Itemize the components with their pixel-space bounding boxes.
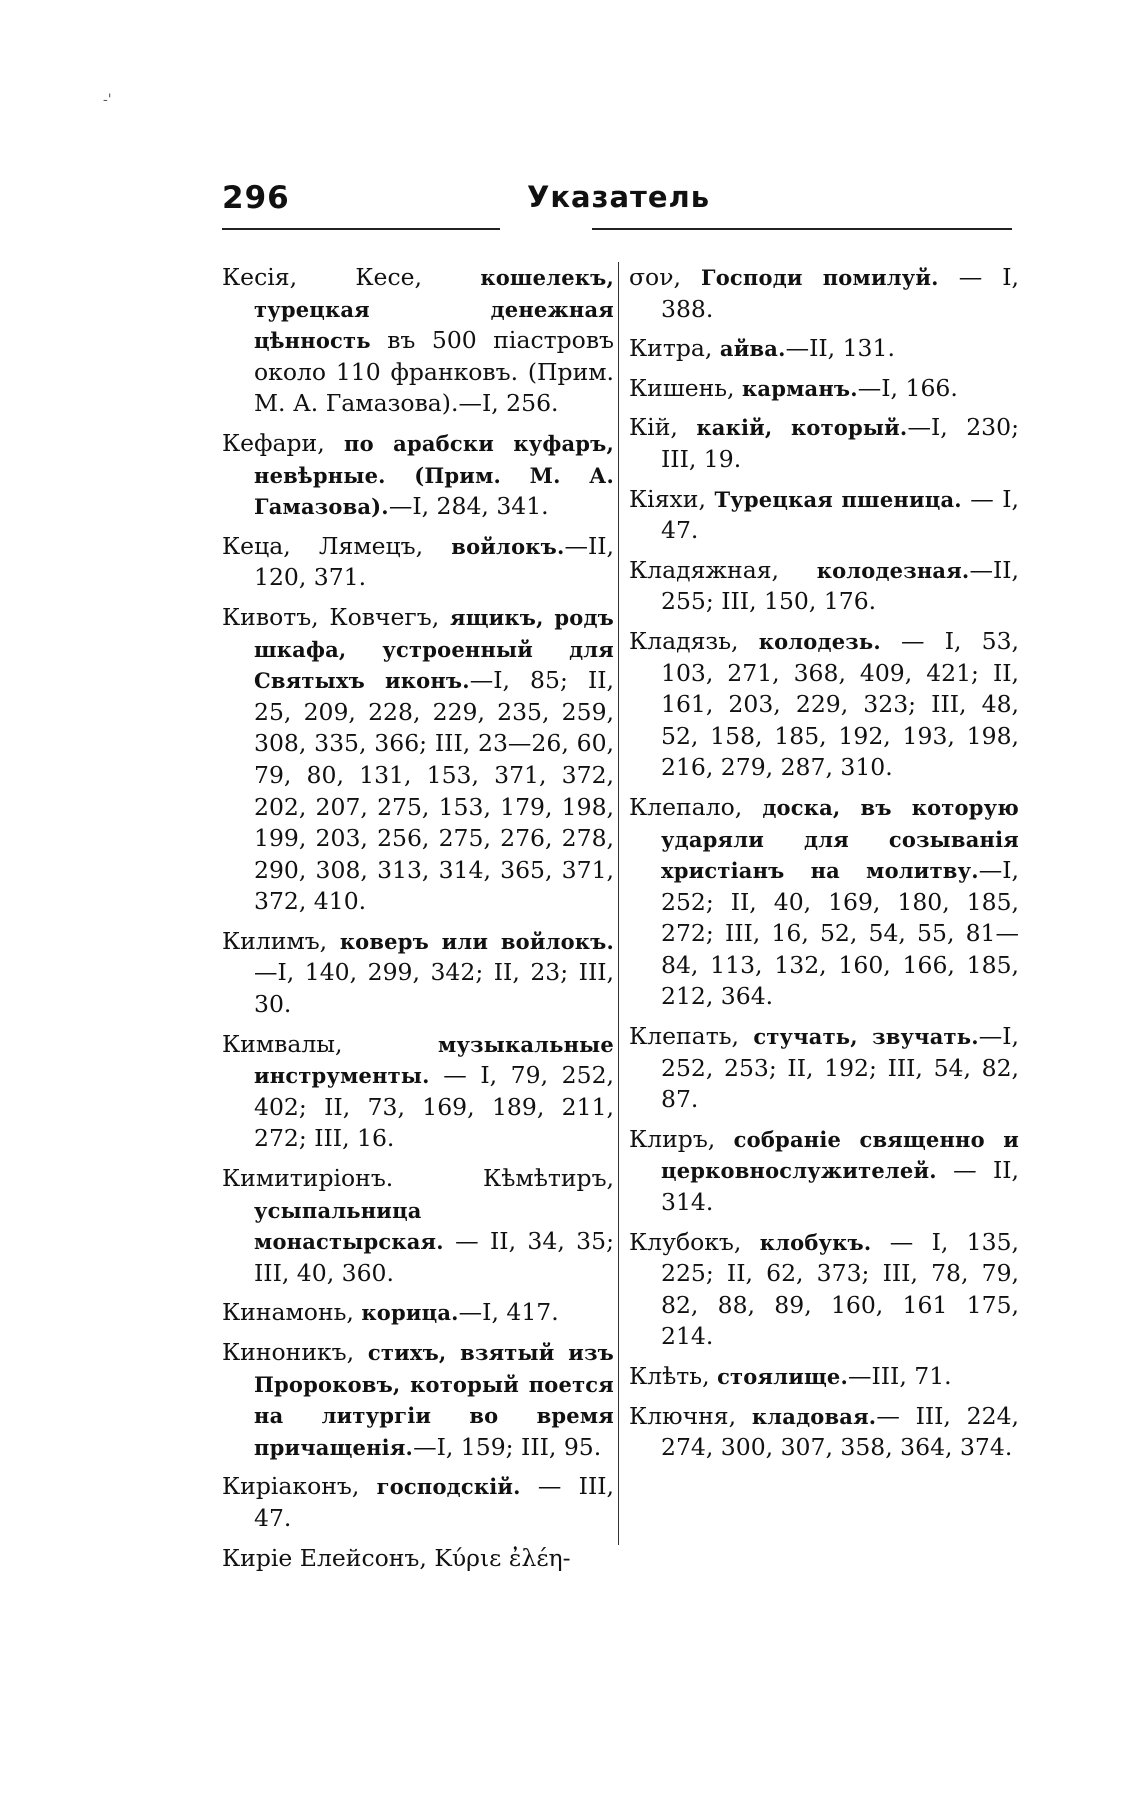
index-entry (629, 792, 1019, 1013)
index-entry (222, 1029, 614, 1155)
entry-definition: карманъ. (734, 375, 858, 401)
entry-headword: Киріаконъ, (222, 1472, 360, 1501)
index-entry (629, 484, 1019, 547)
index-entry (222, 1163, 614, 1289)
entry-references: — II, 34, 35; III, 40, 360. (254, 1227, 614, 1287)
entry-definition: клобукъ. (741, 1229, 872, 1255)
entry-references: —I, 252, 253; II, 192; III, 54, 82, 87. (661, 1022, 1019, 1114)
index-entry (629, 1361, 1019, 1393)
entry-definition: по арабски куфаръ, невѣрные. (Прим. М. А. Гамазова). (254, 430, 614, 520)
page-header (222, 180, 1012, 240)
entry-headword: Киноникъ, (222, 1338, 355, 1366)
entry-references: —I, 230; III, 19. (661, 413, 1020, 473)
entry-definition: стихъ, взятый изъ Пророковъ, который поется на литургіи во время причащенія. (254, 1340, 614, 1460)
header-rule-right (592, 228, 1012, 230)
stray-mark: -' (103, 92, 112, 108)
entry-references: —II, 255; III, 150, 176. (661, 555, 1019, 616)
entry-definition: доска, въ которую ударяли для созыванія христіанъ на молитву. (661, 794, 1019, 884)
entry-definition: стучать, звучать. (738, 1024, 979, 1050)
entry-references: въ 500 піастровъ около 110 франковъ. (Прим. М. А. Гамазова).—I, 256. (254, 326, 614, 418)
index-entry (222, 1297, 614, 1329)
entry-definition: кладовая. (736, 1403, 877, 1429)
entry-headword: σον, (629, 263, 681, 291)
entry-headword: Кій, (629, 413, 678, 442)
index-entry (222, 428, 614, 523)
index-entry-continuation (629, 262, 1019, 325)
entry-headword: Кишень, (629, 373, 735, 402)
entry-headword: Кіяхи, (629, 484, 706, 513)
entry-headword: Кесія, Кесе, (222, 263, 422, 291)
column-separator (618, 262, 619, 1545)
left-column (222, 262, 614, 1582)
index-entry (629, 373, 1019, 405)
entry-definition: музыкальные инструменты. (254, 1031, 614, 1089)
index-entry (222, 602, 614, 918)
entry-references: — I, 135, 225; II, 62, 373; III, 78, 79, 82, 88, 89, 160, 161 175, 214. (661, 1227, 1019, 1351)
index-entry (629, 555, 1019, 618)
entry-headword: Ключня, (629, 1401, 737, 1430)
index-entry (222, 926, 614, 1021)
entry-references: Κύριε ἐλέη- (426, 1543, 571, 1572)
entry-headword: Кеца, Лямецъ, (222, 531, 424, 560)
entry-headword: Китра, (629, 334, 713, 363)
entry-references: — III, 47. (254, 1472, 614, 1532)
entry-headword: Клепать, (629, 1022, 739, 1051)
entry-definition: войлокъ. (423, 533, 565, 559)
entry-references: — I, 388. (661, 263, 1019, 323)
entry-references: — I, 79, 252, 402; II, 73, 169, 189, 211, 272; III, 16. (254, 1061, 614, 1153)
entry-headword: Клиръ, (629, 1124, 716, 1153)
entry-definition: усыпальница монастырская. (254, 1197, 444, 1255)
entry-headword: Киріе Елейсонъ, (222, 1543, 427, 1572)
index-entry (629, 1021, 1019, 1116)
index-entry (629, 1227, 1019, 1353)
entry-definition: колодезь. (738, 628, 881, 654)
entry-references: —II, 120, 371. (254, 531, 615, 592)
entry-headword: Кладязь, (629, 626, 739, 655)
index-entry (629, 1124, 1019, 1219)
index-entry (629, 626, 1019, 784)
entry-headword: Кимитиріонъ. Кѣмѣтиръ, (222, 1164, 614, 1193)
entry-definition: господскій. (359, 1474, 521, 1500)
entry-headword: Кивотъ, Ковчегъ, (222, 602, 440, 631)
entry-headword: Клепало, (629, 792, 743, 821)
entry-definition: собраніе священно и церковнослужителей. (661, 1126, 1019, 1184)
entry-references: —I, 284, 341. (388, 492, 549, 521)
entry-references: — I, 47. (661, 484, 1019, 545)
entry-definition: корица. (353, 1300, 459, 1326)
entry-references: — II, 314. (661, 1156, 1019, 1217)
entry-headword: Кефари, (222, 428, 325, 457)
entry-headword: Кладяжная, (629, 555, 780, 584)
entry-definition: Турецкая пшеница. (705, 486, 962, 512)
entry-references: —I, 252; II, 40, 169, 180, 185, 272; III, 16, 52, 54, 55, 81—84, 113, 132, 160, 166, 185, 212, 364. (661, 856, 1019, 1011)
entry-headword: Килимъ, (222, 926, 328, 955)
entry-definition: какій, который. (677, 415, 908, 441)
entry-headword: Кимвалы, (222, 1029, 343, 1058)
index-entry (629, 412, 1019, 475)
entry-references: —III, 71. (847, 1362, 952, 1390)
entry-definition: Господи помилуй. (680, 265, 939, 290)
entry-headword: Клѣть, (629, 1362, 710, 1390)
entry-references: —I, 85; II, 25, 209, 228, 229, 235, 259, 308, 335, 366; III, 23—26, 60, 79, 80, 131, 153, 371, 372, 202, 207, 275, 153, 179, 198, 199, 203, 256, 275, 276, 278, 290, 308, 313, 314, 365, 371, 372, 410. (254, 666, 614, 916)
entry-references: —II, 131. (785, 334, 895, 363)
index-entry (629, 1401, 1019, 1464)
index-entry (629, 333, 1019, 365)
entry-definition: коверъ или войлокъ. (327, 928, 614, 954)
index-entry (222, 531, 614, 594)
index-entry (222, 1543, 614, 1575)
entry-headword: Кинамонь, (222, 1298, 354, 1327)
entry-definition: айва. (712, 336, 786, 362)
entry-references: —I, 140, 299, 342; II, 23; III, 30. (254, 958, 614, 1019)
entry-references: —I, 417. (458, 1298, 559, 1327)
index-entry (222, 1471, 614, 1534)
running-title: Указатель (527, 180, 711, 214)
entry-definition: кошелекъ, турецкая денежная цѣнность (254, 265, 614, 354)
entry-definition: колодезная. (779, 557, 970, 583)
entry-references: —I, 159; III, 95. (413, 1432, 602, 1461)
index-entry (222, 1337, 614, 1463)
entry-definition: ящикъ, родъ шкафа, устроенный для Святыхъ иконъ. (254, 604, 614, 694)
entry-headword: Клубокъ, (629, 1227, 742, 1256)
entry-references: —I, 166. (857, 373, 958, 402)
entry-references: — I, 53, 103, 271, 368, 409, 421; II, 161, 203, 229, 323; III, 48, 52, 158, 185, 192, 193, 198, 216, 279, 287, 310. (661, 626, 1019, 782)
entry-references: — III, 224, 274, 300, 307, 358, 364, 374. (661, 1401, 1019, 1462)
right-column (629, 262, 1019, 1472)
header-rule-left (222, 228, 500, 230)
entry-definition: стоялище. (709, 1364, 848, 1389)
index-entry (222, 262, 614, 420)
page-number: 296 (222, 180, 290, 216)
